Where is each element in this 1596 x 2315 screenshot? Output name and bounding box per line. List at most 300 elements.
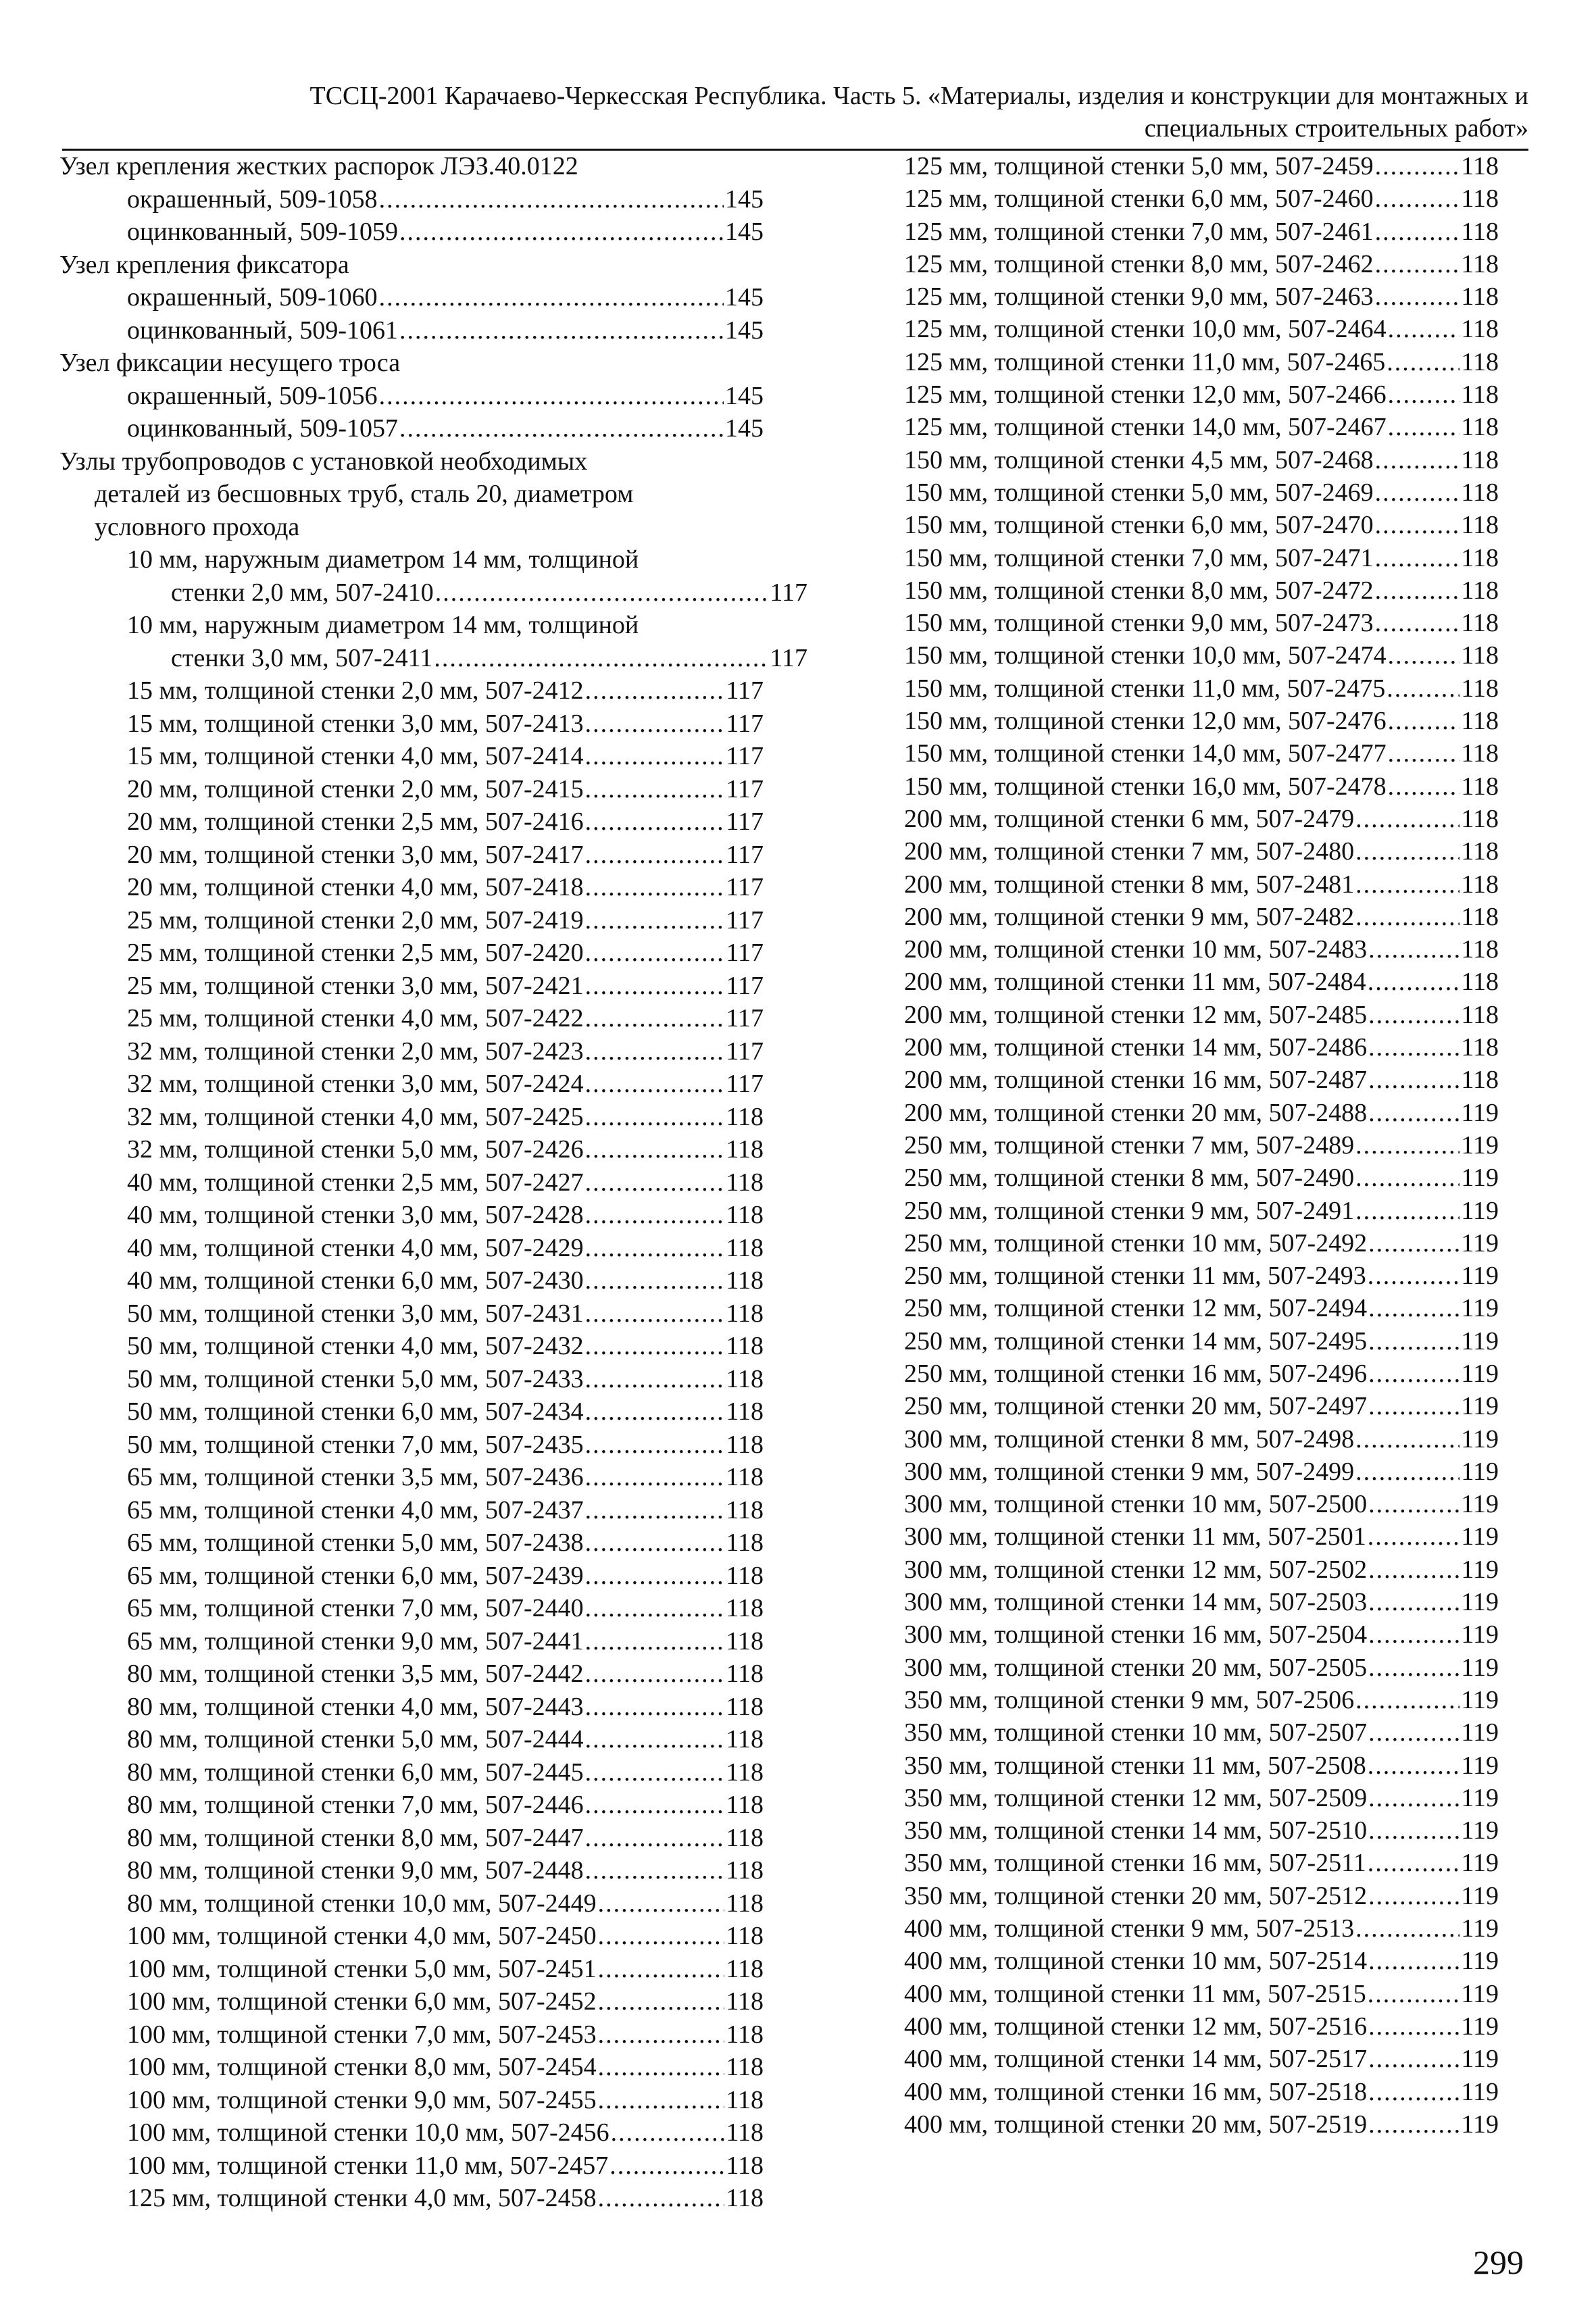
- dot-leader: [1368, 1520, 1460, 1553]
- dot-leader: [585, 1822, 725, 1855]
- index-entry: [59, 1035, 764, 1068]
- dot-leader: [1368, 2043, 1460, 2075]
- index-entry: [59, 1068, 764, 1101]
- entry-page: 118: [1461, 184, 1499, 214]
- entry-page: 118: [726, 1266, 764, 1295]
- entry-page: 119: [1461, 1294, 1499, 1323]
- index-entry: [904, 999, 1500, 1031]
- entry-text: 150 мм, толщиной стенки 6,0 мм, 507-2470: [904, 511, 1374, 540]
- dot-leader: [1355, 1423, 1460, 1455]
- entry-text: 100 мм, толщиной стенки 5,0 мм, 507-2451: [127, 1954, 597, 1983]
- entry-page: 119: [1461, 1490, 1499, 1519]
- index-entry: [59, 543, 742, 576]
- entry-page: 118: [726, 1364, 764, 1393]
- index-entry: [904, 1455, 1500, 1488]
- entry-text: 20 мм, толщиной стенки 2,0 мм, 507-2415: [127, 774, 584, 803]
- dot-leader: [399, 216, 724, 249]
- entry-text: 100 мм, толщиной стенки 8,0 мм, 507-2454: [127, 2053, 597, 2081]
- index-entry: [904, 770, 1500, 803]
- dot-leader: [598, 1985, 725, 2018]
- dot-leader: [1355, 1162, 1460, 1194]
- index-entry: [904, 150, 1500, 182]
- dot-leader: [1368, 1227, 1460, 1260]
- entry-text: 100 мм, толщиной стенки 6,0 мм, 507-2452: [127, 1987, 597, 2016]
- entry-text: 20 мм, толщиной стенки 4,0 мм, 507-2418: [127, 873, 584, 901]
- dot-leader: [1368, 1260, 1460, 1292]
- index-entry: [59, 1756, 764, 1789]
- index-entry: [904, 1129, 1500, 1162]
- entry-text: 80 мм, толщиной стенки 10,0 мм, 507-2449: [127, 1889, 597, 1918]
- index-entry: [904, 966, 1500, 998]
- index-entry: [59, 1985, 764, 2018]
- dot-leader: [598, 2051, 725, 2084]
- dot-leader: [1368, 1064, 1460, 1096]
- entry-page: 118: [1461, 445, 1499, 474]
- entry-text: 125 мм, толщиной стенки 8,0 мм, 507-2462: [904, 249, 1374, 278]
- index-entry: [904, 280, 1500, 313]
- index-entry: [59, 1887, 764, 1920]
- dot-leader: [598, 2018, 725, 2051]
- entry-page: 118: [726, 1594, 764, 1622]
- index-entry: [904, 248, 1500, 280]
- entry-text: 150 мм, толщиной стенки 8,0 мм, 507-2472: [904, 576, 1374, 605]
- dot-leader: [585, 1068, 725, 1101]
- dot-leader: [379, 380, 724, 413]
- dot-leader: [399, 314, 724, 347]
- entry-text: 50 мм, толщиной стенки 7,0 мм, 507-2435: [127, 1430, 584, 1459]
- index-entry: [904, 574, 1500, 607]
- entry-page: 119: [1461, 2045, 1499, 2074]
- index-entry: [59, 1232, 764, 1265]
- index-entry: [59, 970, 764, 1003]
- dot-leader: [585, 871, 725, 904]
- dot-leader: [585, 1461, 725, 1494]
- index-entry: [904, 1390, 1500, 1422]
- dot-leader: [1368, 1358, 1460, 1390]
- index-entry: [904, 2108, 1500, 2141]
- dot-leader: [1368, 1097, 1460, 1129]
- entry-text: 200 мм, толщиной стенки 12 мм, 507-2485: [904, 1000, 1368, 1029]
- dot-leader: [1368, 1488, 1460, 1520]
- entry-page: 118: [1461, 543, 1499, 572]
- entry-page: 119: [1461, 1816, 1499, 1845]
- entry-heading: Узел крепления фиксатора: [59, 250, 349, 279]
- dot-leader: [598, 1920, 725, 1953]
- dot-leader: [585, 1854, 725, 1887]
- entry-page: 118: [1461, 674, 1499, 703]
- entry-page: 118: [1461, 511, 1499, 540]
- entry-text: 65 мм, толщиной стенки 5,0 мм, 507-2438: [127, 1528, 584, 1557]
- entry-text: 125 мм, толщиной стенки 11,0 мм, 507-2465: [904, 347, 1386, 376]
- entry-page: 118: [726, 1102, 764, 1131]
- dot-leader: [598, 2182, 725, 2215]
- dot-leader: [1368, 966, 1460, 998]
- index-entry: [59, 1264, 764, 1297]
- index-entry: [59, 1592, 764, 1625]
- entry-page: 119: [1461, 1164, 1499, 1193]
- index-entry: [59, 412, 764, 445]
- entry-page: 119: [1461, 1228, 1499, 1258]
- entry-text: 350 мм, толщиной стенки 12 мм, 507-2509: [904, 1783, 1368, 1812]
- dot-leader: [1368, 1325, 1460, 1358]
- index-entry: [59, 1133, 764, 1166]
- index-entry: [904, 1260, 1500, 1292]
- dot-leader: [1375, 476, 1460, 509]
- entry-text: 200 мм, толщиной стенки 10 мм, 507-2483: [904, 935, 1368, 964]
- entry-heading: Узел фиксации несущего троса: [59, 349, 401, 377]
- entry-text: 250 мм, толщиной стенки 8 мм, 507-2490: [904, 1164, 1355, 1193]
- dot-leader: [1375, 248, 1460, 280]
- index-entry: [59, 2018, 764, 2051]
- dot-leader: [379, 183, 724, 216]
- entry-text: 32 мм, толщиной стенки 4,0 мм, 507-2425: [127, 1102, 584, 1131]
- index-entry: [59, 904, 764, 937]
- index-entry: [904, 835, 1500, 868]
- index-entry: [59, 281, 764, 314]
- entry-page: 118: [1461, 609, 1499, 638]
- index-entry: [59, 1822, 764, 1855]
- entry-heading: Узлы трубопроводов с установкой необходимых: [59, 447, 588, 476]
- dot-leader: [1368, 1031, 1460, 1064]
- index-entry: [59, 1789, 764, 1822]
- entry-page: 118: [726, 1660, 764, 1688]
- entry-text: 50 мм, толщиной стенки 3,0 мм, 507-2431: [127, 1299, 584, 1328]
- dot-leader: [1388, 639, 1460, 672]
- entry-text: 15 мм, толщиной стенки 4,0 мм, 507-2414: [127, 742, 584, 770]
- entry-text: 300 мм, толщиной стенки 10 мм, 507-2500: [904, 1490, 1368, 1519]
- index-entry: [59, 871, 764, 904]
- index-entry: [904, 444, 1500, 476]
- entry-page: 117: [726, 971, 764, 1000]
- index-entry: [904, 1684, 1500, 1716]
- entry-text: 65 мм, толщиной стенки 4,0 мм, 507-2437: [127, 1495, 584, 1524]
- dot-leader: [1375, 150, 1460, 182]
- dot-leader: [1355, 901, 1460, 933]
- entry-text: 100 мм, толщиной стенки 11,0 мм, 507-2457: [127, 2151, 609, 2180]
- entry-page: 117: [726, 1070, 764, 1098]
- entry-page: 118: [1461, 707, 1499, 736]
- entry-page: 119: [1461, 1849, 1499, 1878]
- dot-leader: [1375, 574, 1460, 607]
- index-entry: [904, 1553, 1500, 1586]
- dot-leader: [585, 1723, 725, 1756]
- index-entry: [904, 868, 1500, 901]
- entry-text: 200 мм, толщиной стенки 16 мм, 507-2487: [904, 1066, 1368, 1095]
- entry-page: 119: [1461, 1555, 1499, 1584]
- index-entry: [904, 509, 1500, 541]
- index-entry: [59, 1691, 764, 1724]
- entry-page: 118: [1461, 315, 1499, 344]
- entry-page: 117: [726, 676, 764, 705]
- dot-leader: [585, 1789, 725, 1822]
- entry-text: 250 мм, толщиной стенки 9 мм, 507-2491: [904, 1196, 1355, 1225]
- entry-page: 145: [725, 283, 764, 312]
- entry-text: 200 мм, толщиной стенки 6 мм, 507-2479: [904, 804, 1355, 833]
- entry-page: 118: [1461, 968, 1499, 997]
- index-entry: [59, 1428, 764, 1462]
- index-entry: [904, 1847, 1500, 1879]
- dot-leader: [1375, 216, 1460, 248]
- entry-page: 118: [1461, 1033, 1499, 1062]
- dot-leader: [598, 1953, 725, 1986]
- entry-text: 200 мм, толщиной стенки 11 мм, 507-2484: [904, 968, 1366, 997]
- entry-page: 117: [726, 939, 764, 967]
- entry-page: 118: [726, 1299, 764, 1328]
- entry-page: 118: [726, 1397, 764, 1426]
- entry-page: 119: [1461, 2012, 1499, 2041]
- index-entry: [59, 150, 742, 183]
- entry-page: 118: [1461, 478, 1499, 507]
- index-entry: [904, 1292, 1500, 1324]
- page-number: 299: [1473, 2243, 1524, 2281]
- entry-text: окрашенный, 509-1060: [127, 283, 378, 312]
- dot-leader: [585, 773, 725, 806]
- entry-page: 119: [1461, 1196, 1499, 1225]
- entry-text: окрашенный, 509-1056: [127, 381, 378, 410]
- dot-leader: [585, 1002, 725, 1035]
- dot-leader: [1368, 1716, 1460, 1749]
- entry-text: 300 мм, толщиной стенки 8 мм, 507-2498: [904, 1424, 1355, 1453]
- index-entry: [904, 2076, 1500, 2108]
- index-entry: [904, 901, 1500, 933]
- entry-page: 119: [1461, 1881, 1499, 1910]
- entry-text: 200 мм, толщиной стенки 7 мм, 507-2480: [904, 837, 1355, 866]
- dot-leader: [585, 1101, 725, 1134]
- entry-page: 118: [726, 1430, 764, 1459]
- entry-page: 119: [1461, 1392, 1499, 1421]
- entry-text: 65 мм, толщиной стенки 9,0 мм, 507-2441: [127, 1626, 584, 1656]
- index-entry: [904, 378, 1500, 411]
- dot-leader: [1368, 999, 1460, 1031]
- entry-text: 250 мм, толщиной стенки 10 мм, 507-2492: [904, 1228, 1368, 1258]
- entry-text: 250 мм, толщиной стенки 7 мм, 507-2489: [904, 1130, 1355, 1160]
- dot-leader: [585, 1658, 725, 1691]
- dot-leader: [598, 2084, 725, 2117]
- index-entry: [59, 478, 742, 511]
- entry-text: 350 мм, толщиной стенки 16 мм, 507-2511: [904, 1849, 1366, 1878]
- entry-text: стенки 2,0 мм, 507-2410: [171, 578, 434, 607]
- index-entry: [59, 1002, 764, 1035]
- entry-page: 117: [770, 643, 807, 672]
- index-entry: [59, 1330, 764, 1363]
- index-entry: [904, 411, 1500, 443]
- entry-text: 50 мм, толщиной стенки 4,0 мм, 507-2432: [127, 1332, 584, 1360]
- entry-text: 80 мм, толщиной стенки 4,0 мм, 507-2443: [127, 1692, 584, 1721]
- index-entry: [59, 1461, 764, 1494]
- dot-leader: [585, 1592, 725, 1625]
- dot-leader: [585, 1264, 725, 1297]
- entry-text: 25 мм, толщиной стенки 2,0 мм, 507-2419: [127, 905, 584, 935]
- entry-text: 125 мм, толщиной стенки 5,0 мм, 507-2459: [904, 152, 1374, 180]
- index-entry: [59, 1199, 764, 1232]
- entry-text: 150 мм, толщиной стенки 7,0 мм, 507-2471: [904, 543, 1374, 572]
- entry-text: 50 мм, толщиной стенки 6,0 мм, 507-2434: [127, 1397, 584, 1426]
- entry-text: 400 мм, толщиной стенки 10 мм, 507-2514: [904, 1947, 1368, 1976]
- dot-leader: [1368, 1749, 1460, 1782]
- entry-page: 145: [725, 414, 764, 443]
- entry-text: 65 мм, толщиной стенки 3,5 мм, 507-2436: [127, 1463, 584, 1491]
- header-line-2: специальных строительных работ»: [1144, 114, 1528, 143]
- entry-heading: 10 мм, наружным диаметром 14 мм, толщиной: [127, 611, 639, 639]
- entry-page: 118: [1461, 282, 1499, 312]
- index-entry: [904, 1162, 1500, 1194]
- dot-leader: [1355, 835, 1460, 868]
- entry-text: 40 мм, толщиной стенки 6,0 мм, 507-2430: [127, 1266, 584, 1295]
- dot-leader: [1388, 378, 1460, 411]
- index-entry: [59, 511, 742, 544]
- entry-text: 125 мм, толщиной стенки 6,0 мм, 507-2460: [904, 184, 1374, 214]
- index-entry: [59, 642, 807, 675]
- index-entry: [904, 1031, 1500, 1064]
- dot-leader: [585, 1199, 725, 1232]
- entry-text: 150 мм, толщиной стенки 10,0 мм, 507-2474: [904, 641, 1387, 670]
- dot-leader: [1355, 803, 1460, 835]
- entry-page: 119: [1461, 1130, 1499, 1160]
- entry-text: 80 мм, толщиной стенки 5,0 мм, 507-2444: [127, 1725, 584, 1753]
- index-entry: [59, 2116, 764, 2149]
- dot-leader: [1368, 1847, 1460, 1879]
- header-line-1: ТССЦ-2001 Карачаево-Черкесская Республика. Часть 5. «Материалы, изделия и конструкции для монтажных и: [309, 82, 1528, 110]
- index-entry: [59, 773, 764, 806]
- entry-page: 119: [1461, 1262, 1499, 1291]
- entry-page: 118: [726, 1528, 764, 1557]
- entry-page: 117: [770, 578, 807, 607]
- index-entry: [59, 2084, 764, 2117]
- dot-leader: [1368, 1586, 1460, 1618]
- index-entry: [59, 183, 764, 216]
- dot-leader: [585, 1297, 725, 1330]
- entry-page: 118: [726, 1626, 764, 1656]
- dot-leader: [1368, 1978, 1460, 2010]
- entry-text: 400 мм, толщиной стенки 20 мм, 507-2519: [904, 2110, 1368, 2139]
- dot-leader: [434, 642, 768, 675]
- entry-text: 100 мм, толщиной стенки 7,0 мм, 507-2453: [127, 2020, 597, 2049]
- entry-page: 117: [726, 807, 764, 836]
- index-entry: [904, 346, 1500, 378]
- entry-text: оцинкованный, 509-1061: [127, 316, 399, 345]
- entry-page: 119: [1461, 1359, 1499, 1388]
- entry-text: 15 мм, толщиной стенки 2,0 мм, 507-2412: [127, 676, 584, 705]
- entry-text: 20 мм, толщиной стенки 3,0 мм, 507-2417: [127, 840, 584, 869]
- entry-page: 119: [1461, 1620, 1499, 1649]
- dot-leader: [399, 412, 724, 445]
- index-entry: [59, 609, 742, 642]
- entry-text: 150 мм, толщиной стенки 11,0 мм, 507-2475: [904, 674, 1386, 703]
- entry-page: 118: [726, 2151, 764, 2180]
- entry-text: оцинкованный, 509-1057: [127, 414, 399, 443]
- dot-leader: [1388, 705, 1460, 737]
- dot-leader: [585, 674, 725, 707]
- entry-page: 118: [1461, 870, 1499, 899]
- entry-text: 65 мм, толщиной стенки 6,0 мм, 507-2439: [127, 1561, 584, 1590]
- dot-leader: [1388, 313, 1460, 345]
- entry-page: 118: [1461, 347, 1499, 376]
- index-entry: [59, 1625, 764, 1658]
- dot-leader: [1355, 1195, 1460, 1227]
- entry-text: 350 мм, толщиной стенки 10 мм, 507-2507: [904, 1718, 1368, 1747]
- entry-text: 150 мм, толщиной стенки 12,0 мм, 507-2476: [904, 707, 1387, 736]
- entry-page: 117: [726, 709, 764, 738]
- dot-leader: [585, 970, 725, 1003]
- index-entry: [904, 1520, 1500, 1553]
- entry-page: 118: [1461, 380, 1499, 409]
- entry-text: 250 мм, толщиной стенки 16 мм, 507-2496: [904, 1359, 1368, 1388]
- dot-leader: [1368, 1553, 1460, 1586]
- entry-text: 350 мм, толщиной стенки 20 мм, 507-2512: [904, 1881, 1368, 1910]
- dot-leader: [585, 1035, 725, 1068]
- entry-page: 119: [1461, 1098, 1499, 1127]
- entry-text: 125 мм, толщиной стенки 9,0 мм, 507-2463: [904, 282, 1374, 312]
- entry-text: 80 мм, толщиной стенки 9,0 мм, 507-2448: [127, 1856, 584, 1885]
- entry-text: 300 мм, толщиной стенки 16 мм, 507-2504: [904, 1620, 1368, 1649]
- entry-page: 119: [1461, 1424, 1499, 1453]
- entry-page: 117: [726, 905, 764, 935]
- entry-text: 32 мм, толщиной стенки 5,0 мм, 507-2426: [127, 1135, 584, 1164]
- index-entry: [904, 1880, 1500, 1912]
- index-entry: [59, 2051, 764, 2084]
- dot-leader: [585, 1133, 725, 1166]
- index-entry: [59, 1101, 764, 1134]
- entry-heading: условного прохода: [95, 512, 300, 541]
- entry-text: 300 мм, толщиной стенки 12 мм, 507-2502: [904, 1555, 1368, 1584]
- entry-page: 119: [1461, 1751, 1499, 1780]
- index-column-right: [904, 150, 1500, 2141]
- entry-text: 40 мм, толщиной стенки 4,0 мм, 507-2429: [127, 1233, 584, 1262]
- entry-heading: 10 мм, наружным диаметром 14 мм, толщиной: [127, 545, 639, 574]
- entry-page: 118: [726, 1233, 764, 1262]
- index-entry: [904, 1358, 1500, 1390]
- index-entry: [59, 2182, 764, 2215]
- entry-text: 25 мм, толщиной стенки 2,5 мм, 507-2420: [127, 939, 584, 967]
- entry-page: 118: [1461, 837, 1499, 866]
- index-entry: [904, 1814, 1500, 1847]
- dot-leader: [1368, 2076, 1460, 2108]
- entry-page: 118: [726, 1692, 764, 1721]
- index-entry: [59, 1526, 764, 1560]
- index-entry: [904, 2043, 1500, 2075]
- entry-text: 350 мм, толщиной стенки 14 мм, 507-2510: [904, 1816, 1368, 1845]
- index-entry: [59, 1363, 764, 1396]
- dot-leader: [585, 839, 725, 872]
- entry-heading: деталей из бесшовных труб, сталь 20, диаметром: [95, 480, 634, 508]
- dot-leader: [1375, 182, 1460, 215]
- index-entry: [904, 1586, 1500, 1618]
- dot-leader: [585, 1526, 725, 1560]
- index-entry: [59, 1854, 764, 1887]
- dot-leader: [1355, 1455, 1460, 1488]
- index-entry: [904, 182, 1500, 215]
- entry-page: 118: [1461, 217, 1499, 246]
- entry-page: 118: [726, 1758, 764, 1787]
- entry-page: 119: [1461, 2110, 1499, 2139]
- dot-leader: [1355, 868, 1460, 901]
- index-entry: [904, 542, 1500, 574]
- entry-text: 300 мм, толщиной стенки 20 мм, 507-2505: [904, 1653, 1368, 1682]
- entry-page: 118: [726, 2085, 764, 2114]
- index-entry: [59, 740, 764, 773]
- index-entry: [904, 1423, 1500, 1455]
- dot-leader: [1368, 1782, 1460, 1814]
- entry-text: 150 мм, толщиной стенки 4,5 мм, 507-2468: [904, 445, 1374, 474]
- entry-text: 300 мм, толщиной стенки 14 мм, 507-2503: [904, 1588, 1368, 1617]
- entry-text: 20 мм, толщиной стенки 2,5 мм, 507-2416: [127, 807, 584, 836]
- dot-leader: [1375, 607, 1460, 639]
- entry-page: 119: [1461, 1718, 1499, 1747]
- index-entry: [904, 639, 1500, 672]
- entry-page: 117: [726, 873, 764, 901]
- entry-text: 40 мм, толщиной стенки 3,0 мм, 507-2428: [127, 1201, 584, 1229]
- dot-leader: [585, 1625, 725, 1658]
